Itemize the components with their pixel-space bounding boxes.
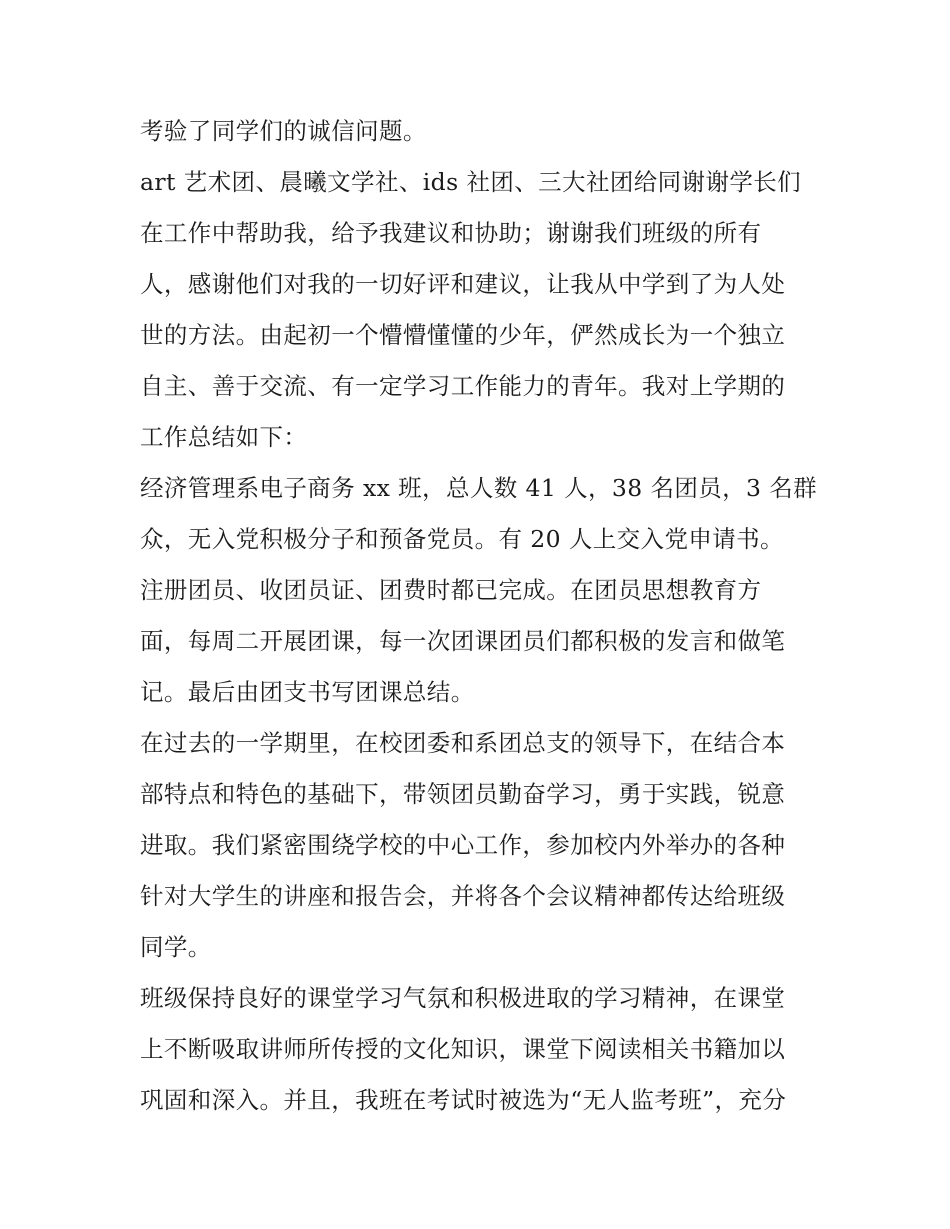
text-line: 针对大学生的讲座和报告会，并将各个会议精神都传达给班级 <box>140 882 786 910</box>
text-line: 经济管理系电子商务 xx 班，总人数 41 人，38 名团员，3 名群 <box>140 474 818 502</box>
text-line: 在工作中帮助我，给予我建议和协助；谢谢我们班级的所有 <box>140 219 762 247</box>
text-line: 众，无入党积极分子和预备党员。有 20 人上交入党申请书。 <box>140 525 784 553</box>
text-line: 世的方法。由起初一个懵懵懂懂的少年，俨然成长为一个独立 <box>140 321 786 349</box>
document-body <box>140 106 820 1126</box>
text-line: 班级保持良好的课堂学习气氛和积极进取的学习精神，在课堂 <box>140 984 786 1012</box>
text-line: 部特点和特色的基础下，带领团员勤奋学习，勇于实践，锐意 <box>140 780 786 808</box>
text-line: art 艺术团、晨曦文学社、ids 社团、三大社团给同谢谢学长们 <box>140 168 802 196</box>
text-line: 自主、善于交流、有一定学习工作能力的青年。我对上学期的 <box>140 372 786 400</box>
text-line: 进取。我们紧密围绕学校的中心工作，参加校内外举办的各种 <box>140 831 786 859</box>
text-line: 巩固和深入。并且，我班在考试时被选为“无人监考班”，充分 <box>140 1086 787 1114</box>
text-line: 面，每周二开展团课，每一次团课团员们都积极的发言和做笔 <box>140 627 786 655</box>
text-line: 上不断吸取讲师所传授的文化知识，课堂下阅读相关书籍加以 <box>140 1035 786 1063</box>
text-line: 在过去的一学期里，在校团委和系团总支的领导下，在结合本 <box>140 729 786 757</box>
text-line: 人，感谢他们对我的一切好评和建议，让我从中学到了为人处 <box>140 270 786 298</box>
text-line: 注册团员、收团员证、团费时都已完成。在团员思想教育方 <box>140 576 762 604</box>
text-line: 同学。 <box>140 933 212 961</box>
text-line: 工作总结如下： <box>140 423 308 451</box>
text-line: 考验了同学们的诚信问题。 <box>140 117 427 145</box>
text-line: 记。最后由团支书写团课总结。 <box>140 678 475 706</box>
